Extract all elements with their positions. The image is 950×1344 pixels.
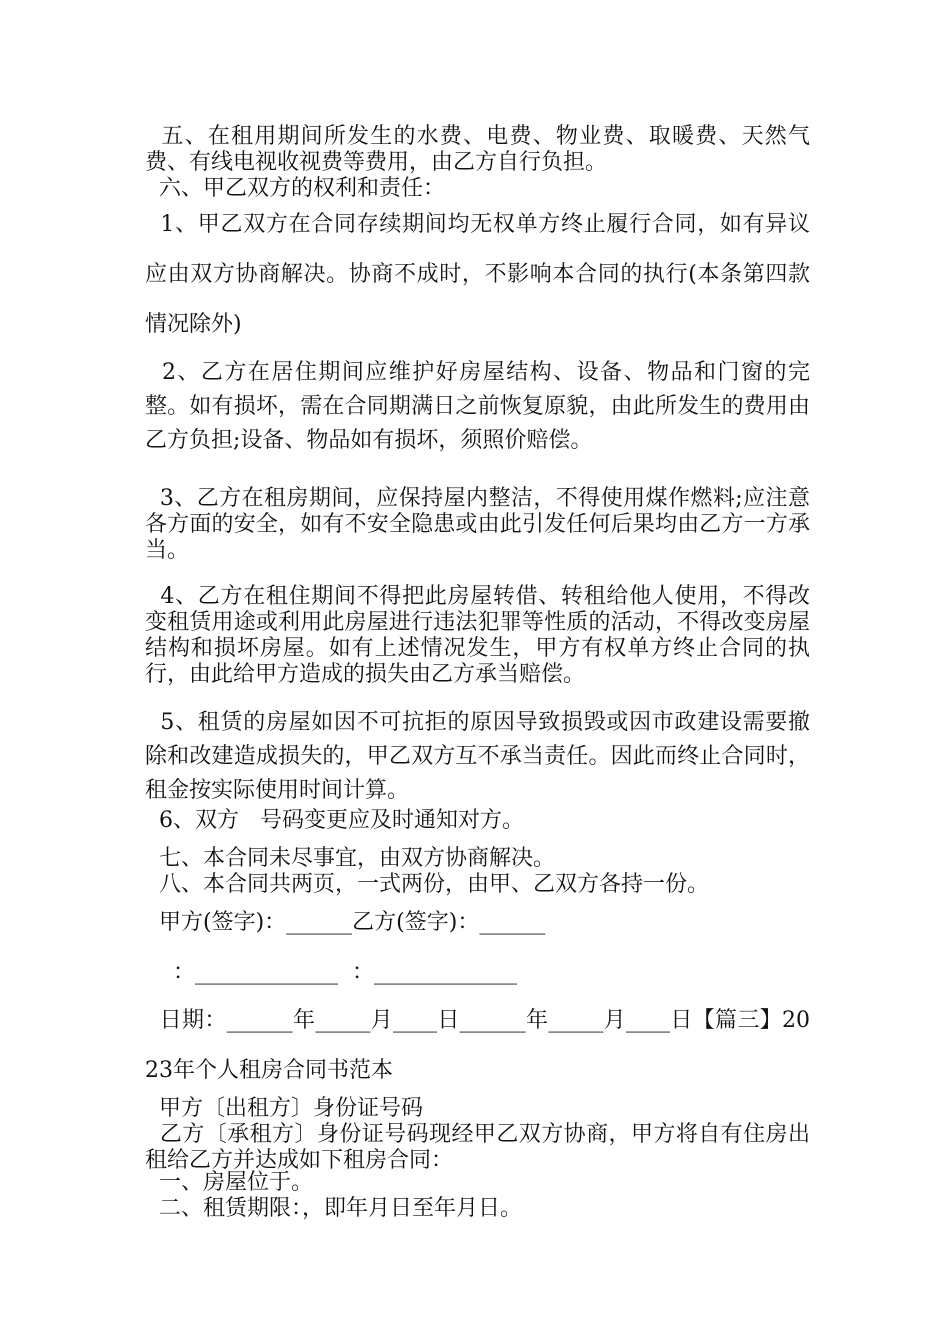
item-2-term: 二、租赁期限：，即年月日至年月日。	[145, 1196, 523, 1221]
signature-line: 甲方(签字)：______乙方(签字)：______	[145, 910, 546, 935]
date-line: 日期：______年_____月____日______年_____月____日【篇三】2023年个人租房合同书范本	[145, 1008, 810, 1083]
clause-6-heading: 六、甲乙双方的权利和责任：	[145, 176, 446, 201]
clause-8: 八、本合同共两页，一式两份，由甲、乙双方各持一份。	[145, 872, 710, 897]
clause-6-item-5: 5、租赁的房屋如因不可抗拒的原因导致损毁或因市政建设需要撤除和改建造成损失的，甲乙双方互不承当责任。因此而终止合同时，租金按实际使用时间计算。	[145, 710, 810, 803]
clause-6-item-4: 4、乙方在租住期间不得把此房屋转借、转租给他人使用，不得改变租赁用途或利用此房屋进行违法犯罪等性质的活动，不得改变房屋结构和损坏房屋。如有上述情况发生，甲方有权单方终止合同的执行，由此给甲方造成的损失由乙方承当赔偿。	[145, 584, 810, 687]
phone-line: ：_____________ ：_____________	[145, 960, 517, 985]
clause-7: 七、本合同未尽事宜，由双方协商解决。	[145, 846, 556, 871]
clause-6-item-6: 6、双方 号码变更应及时通知对方。	[145, 808, 524, 833]
item-1-location: 一、房屋位于。	[145, 1170, 314, 1195]
clause-6-item-3: 3、乙方在租房期间，应保持屋内整洁，不得使用煤作燃料;应注意各方面的安全，如有不安全隐患或由此引发任何后果均由乙方一方承当。	[145, 486, 810, 563]
clause-6-item-1: 1、甲乙双方在合同存续期间均无权单方终止履行合同，如有异议应由双方协商解决。协商不成时，不影响本合同的执行(本条第四款情况除外)	[145, 212, 810, 337]
party-a-line: 甲方〔出租方〕身份证号码	[145, 1096, 424, 1121]
clause-5-utilities: 五、在租用期间所发生的水费、电费、物业费、取暖费、天然气费、有线电视收视费等费用，由乙方自行负担。	[145, 124, 810, 175]
clause-6-item-2: 2、乙方在居住期间应维护好房屋结构、设备、物品和门窗的完整。如有损坏，需在合同期满日之前恢复原貌，由此所发生的费用由乙方负担;设备、物品如有损坏，须照价赔偿。	[145, 360, 810, 453]
party-b-line: 乙方〔承租方〕身份证号码现经甲乙双方协商，甲方将自有住房出租给乙方并达成如下租房合同：	[145, 1122, 810, 1173]
